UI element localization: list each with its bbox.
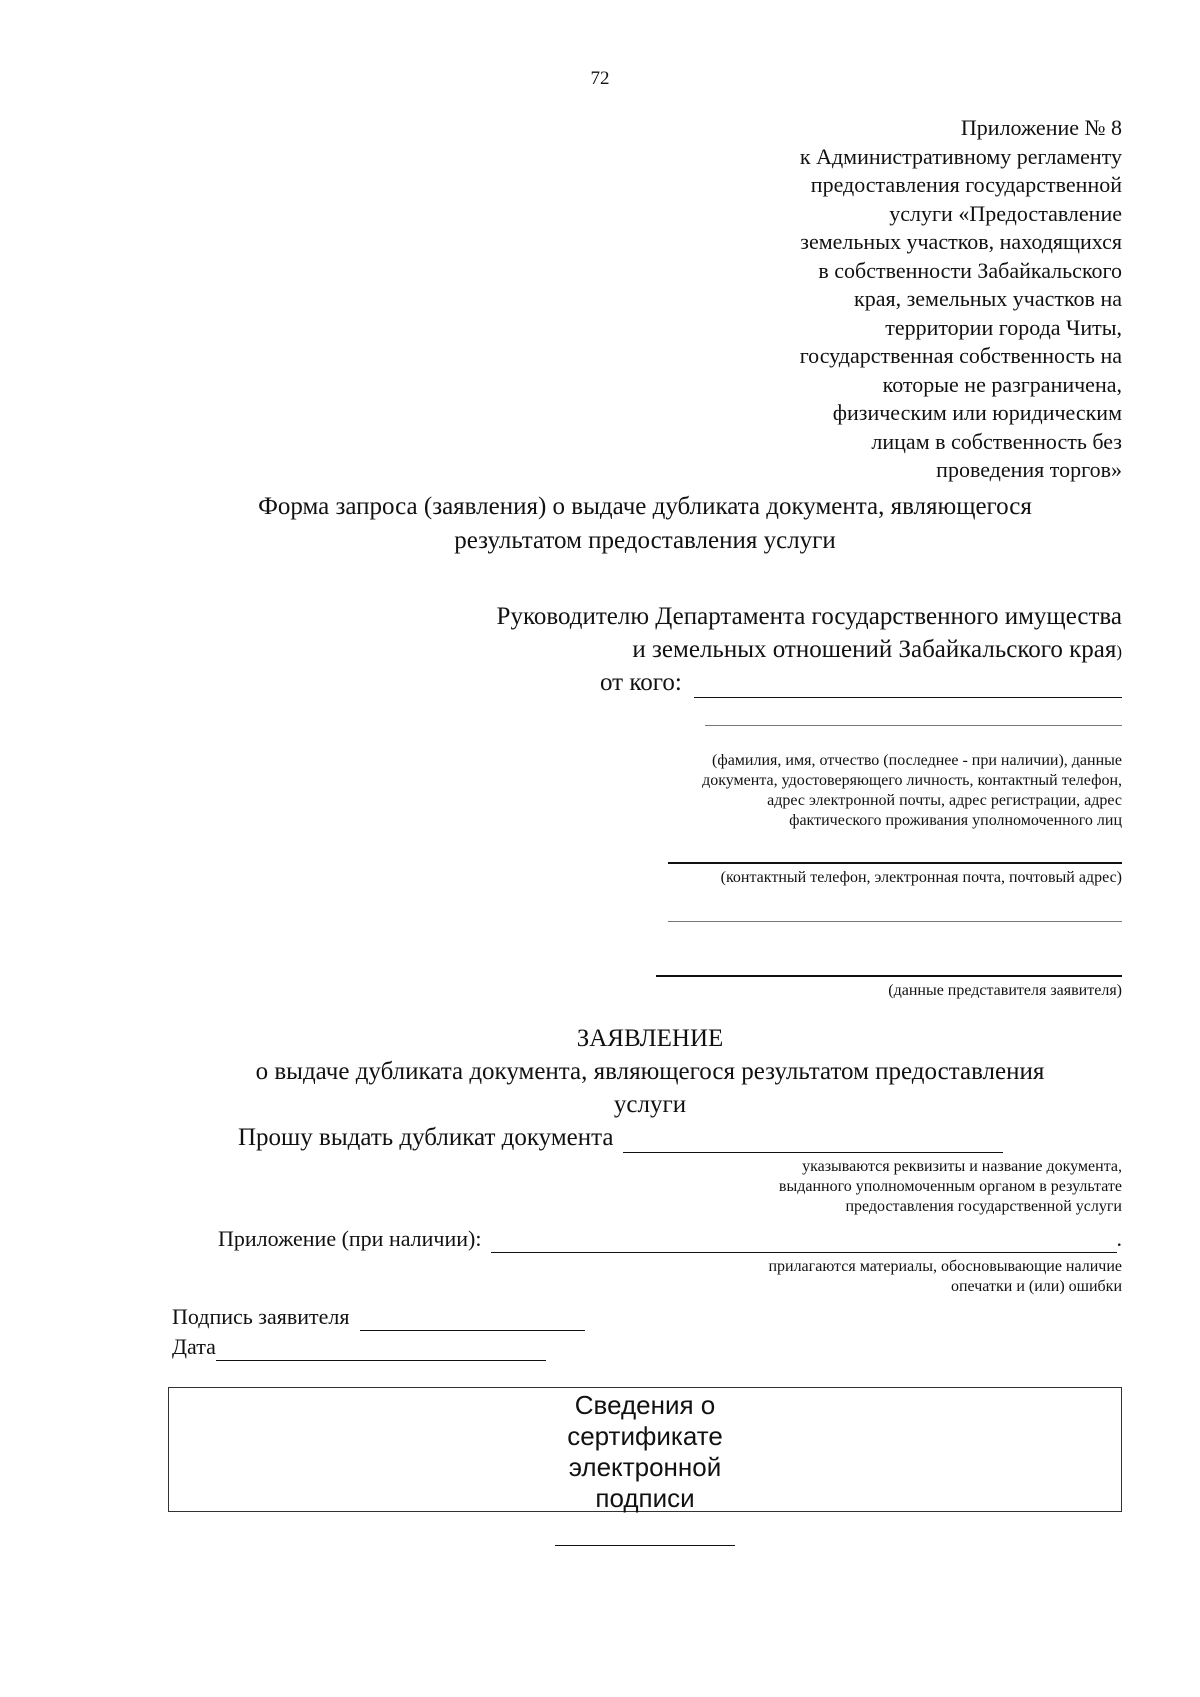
hint-line: документа, удостоверяющего личность, контактный телефон, xyxy=(702,772,1122,789)
addressee-block xyxy=(300,600,1122,668)
appendix-line: услуги «Предоставление xyxy=(889,200,1122,226)
appendix-header xyxy=(650,114,1122,485)
certificate-info xyxy=(520,1390,770,1514)
extra-input-line[interactable] xyxy=(668,921,1122,922)
appendix-line: государственная собственность на xyxy=(799,343,1122,368)
addressee-closing-paren: ) xyxy=(1116,642,1122,661)
hint-line: предоставления государственной услуги xyxy=(845,1198,1122,1215)
form-title xyxy=(120,490,1170,558)
hint-line: адрес электронной почты, адрес регистрации, адрес xyxy=(767,792,1122,809)
representative-input-line[interactable] xyxy=(656,975,1122,977)
from-field xyxy=(560,668,1122,698)
representative-hint: (данные представителя заявителя) xyxy=(888,982,1122,999)
page-number: 72 xyxy=(590,68,610,89)
applicant-data-hint xyxy=(560,751,1122,831)
hint-line: указываются реквизиты и название документа, xyxy=(802,1158,1122,1175)
hint-line: (фамилия, имя, отчество (последнее - при наличии), данные xyxy=(712,752,1122,769)
appendix-line: предоставления государственной xyxy=(810,172,1122,197)
appendix-line: лицам в собственность без xyxy=(871,428,1122,454)
date-label: Дата xyxy=(172,1334,216,1359)
certificate-line: сертификате xyxy=(567,1421,723,1451)
statement-subtitle-line1: о выдаче дубликата документа, являющегося результатом предоставления xyxy=(255,1058,1045,1085)
from-label: от кого: xyxy=(600,669,682,696)
form-title-line1: Форма запроса (заявления) о выдаче дубликата документа, являющегося xyxy=(258,493,1032,520)
signature-field xyxy=(172,1303,585,1331)
appendix-line: Приложение № 8 xyxy=(960,115,1122,140)
appendix-line: земельных участков, находящихся xyxy=(800,229,1122,254)
hint-line: опечатки и (или) ошибки xyxy=(950,1278,1122,1295)
attachment-input-line[interactable] xyxy=(491,1230,1116,1253)
appendix-line: территории города Читы, xyxy=(885,314,1122,340)
contacts-hint: (контактный телефон, электронная почта, почтовый адрес) xyxy=(720,869,1122,886)
appendix-line: к Административному регламенту xyxy=(799,143,1122,169)
contacts-input-line[interactable] xyxy=(668,862,1122,864)
appendix-line: в собственности Забайкальского xyxy=(818,257,1122,283)
attachment-period: . xyxy=(1116,1226,1122,1251)
attachment-hint xyxy=(560,1257,1122,1297)
hint-line: прилагаются материалы, обосновывающие наличие xyxy=(768,1258,1122,1275)
form-title-line2: результатом предоставления услуги xyxy=(454,527,836,554)
bottom-rule xyxy=(555,1545,735,1546)
certificate-line: Сведения о xyxy=(574,1390,716,1420)
appendix-line: края, земельных участков на xyxy=(854,286,1122,311)
signature-label: Подпись заявителя xyxy=(172,1304,350,1329)
signature-input-line[interactable] xyxy=(360,1308,585,1331)
certificate-line: подписи xyxy=(595,1483,695,1513)
addressee-line1: Руководителю Департамента государственного имущества xyxy=(496,603,1122,630)
appendix-line: которые не разграничена, xyxy=(882,371,1122,397)
certificate-line: электронной xyxy=(568,1452,722,1482)
hint-line: выданного уполномоченным органом в результате xyxy=(778,1178,1122,1195)
request-label: Прошу выдать дубликат документа xyxy=(238,1124,614,1151)
addressee-line2-text: и земельных отношений Забайкальского края xyxy=(632,636,1117,663)
request-field xyxy=(238,1123,1003,1153)
appendix-line: проведения торгов» xyxy=(936,457,1122,482)
from-input-line[interactable] xyxy=(694,670,1122,698)
attachment-label: Приложение (при наличии): xyxy=(218,1226,482,1251)
appendix-line: физическим или юридическим xyxy=(832,400,1122,425)
addressee-line2 xyxy=(300,633,1122,668)
statement-title: ЗАЯВЛЕНИЕ xyxy=(576,1025,724,1052)
date-input-line[interactable] xyxy=(216,1338,546,1361)
request-input-line[interactable] xyxy=(623,1127,1003,1153)
attachment-field xyxy=(218,1225,1122,1253)
statement-subtitle-line2: услуги xyxy=(613,1091,687,1118)
date-field xyxy=(172,1333,546,1361)
hint-line: фактического проживания уполномоченного лиц xyxy=(789,812,1122,829)
from-input-line-2[interactable] xyxy=(705,725,1122,726)
request-hint xyxy=(560,1157,1122,1217)
